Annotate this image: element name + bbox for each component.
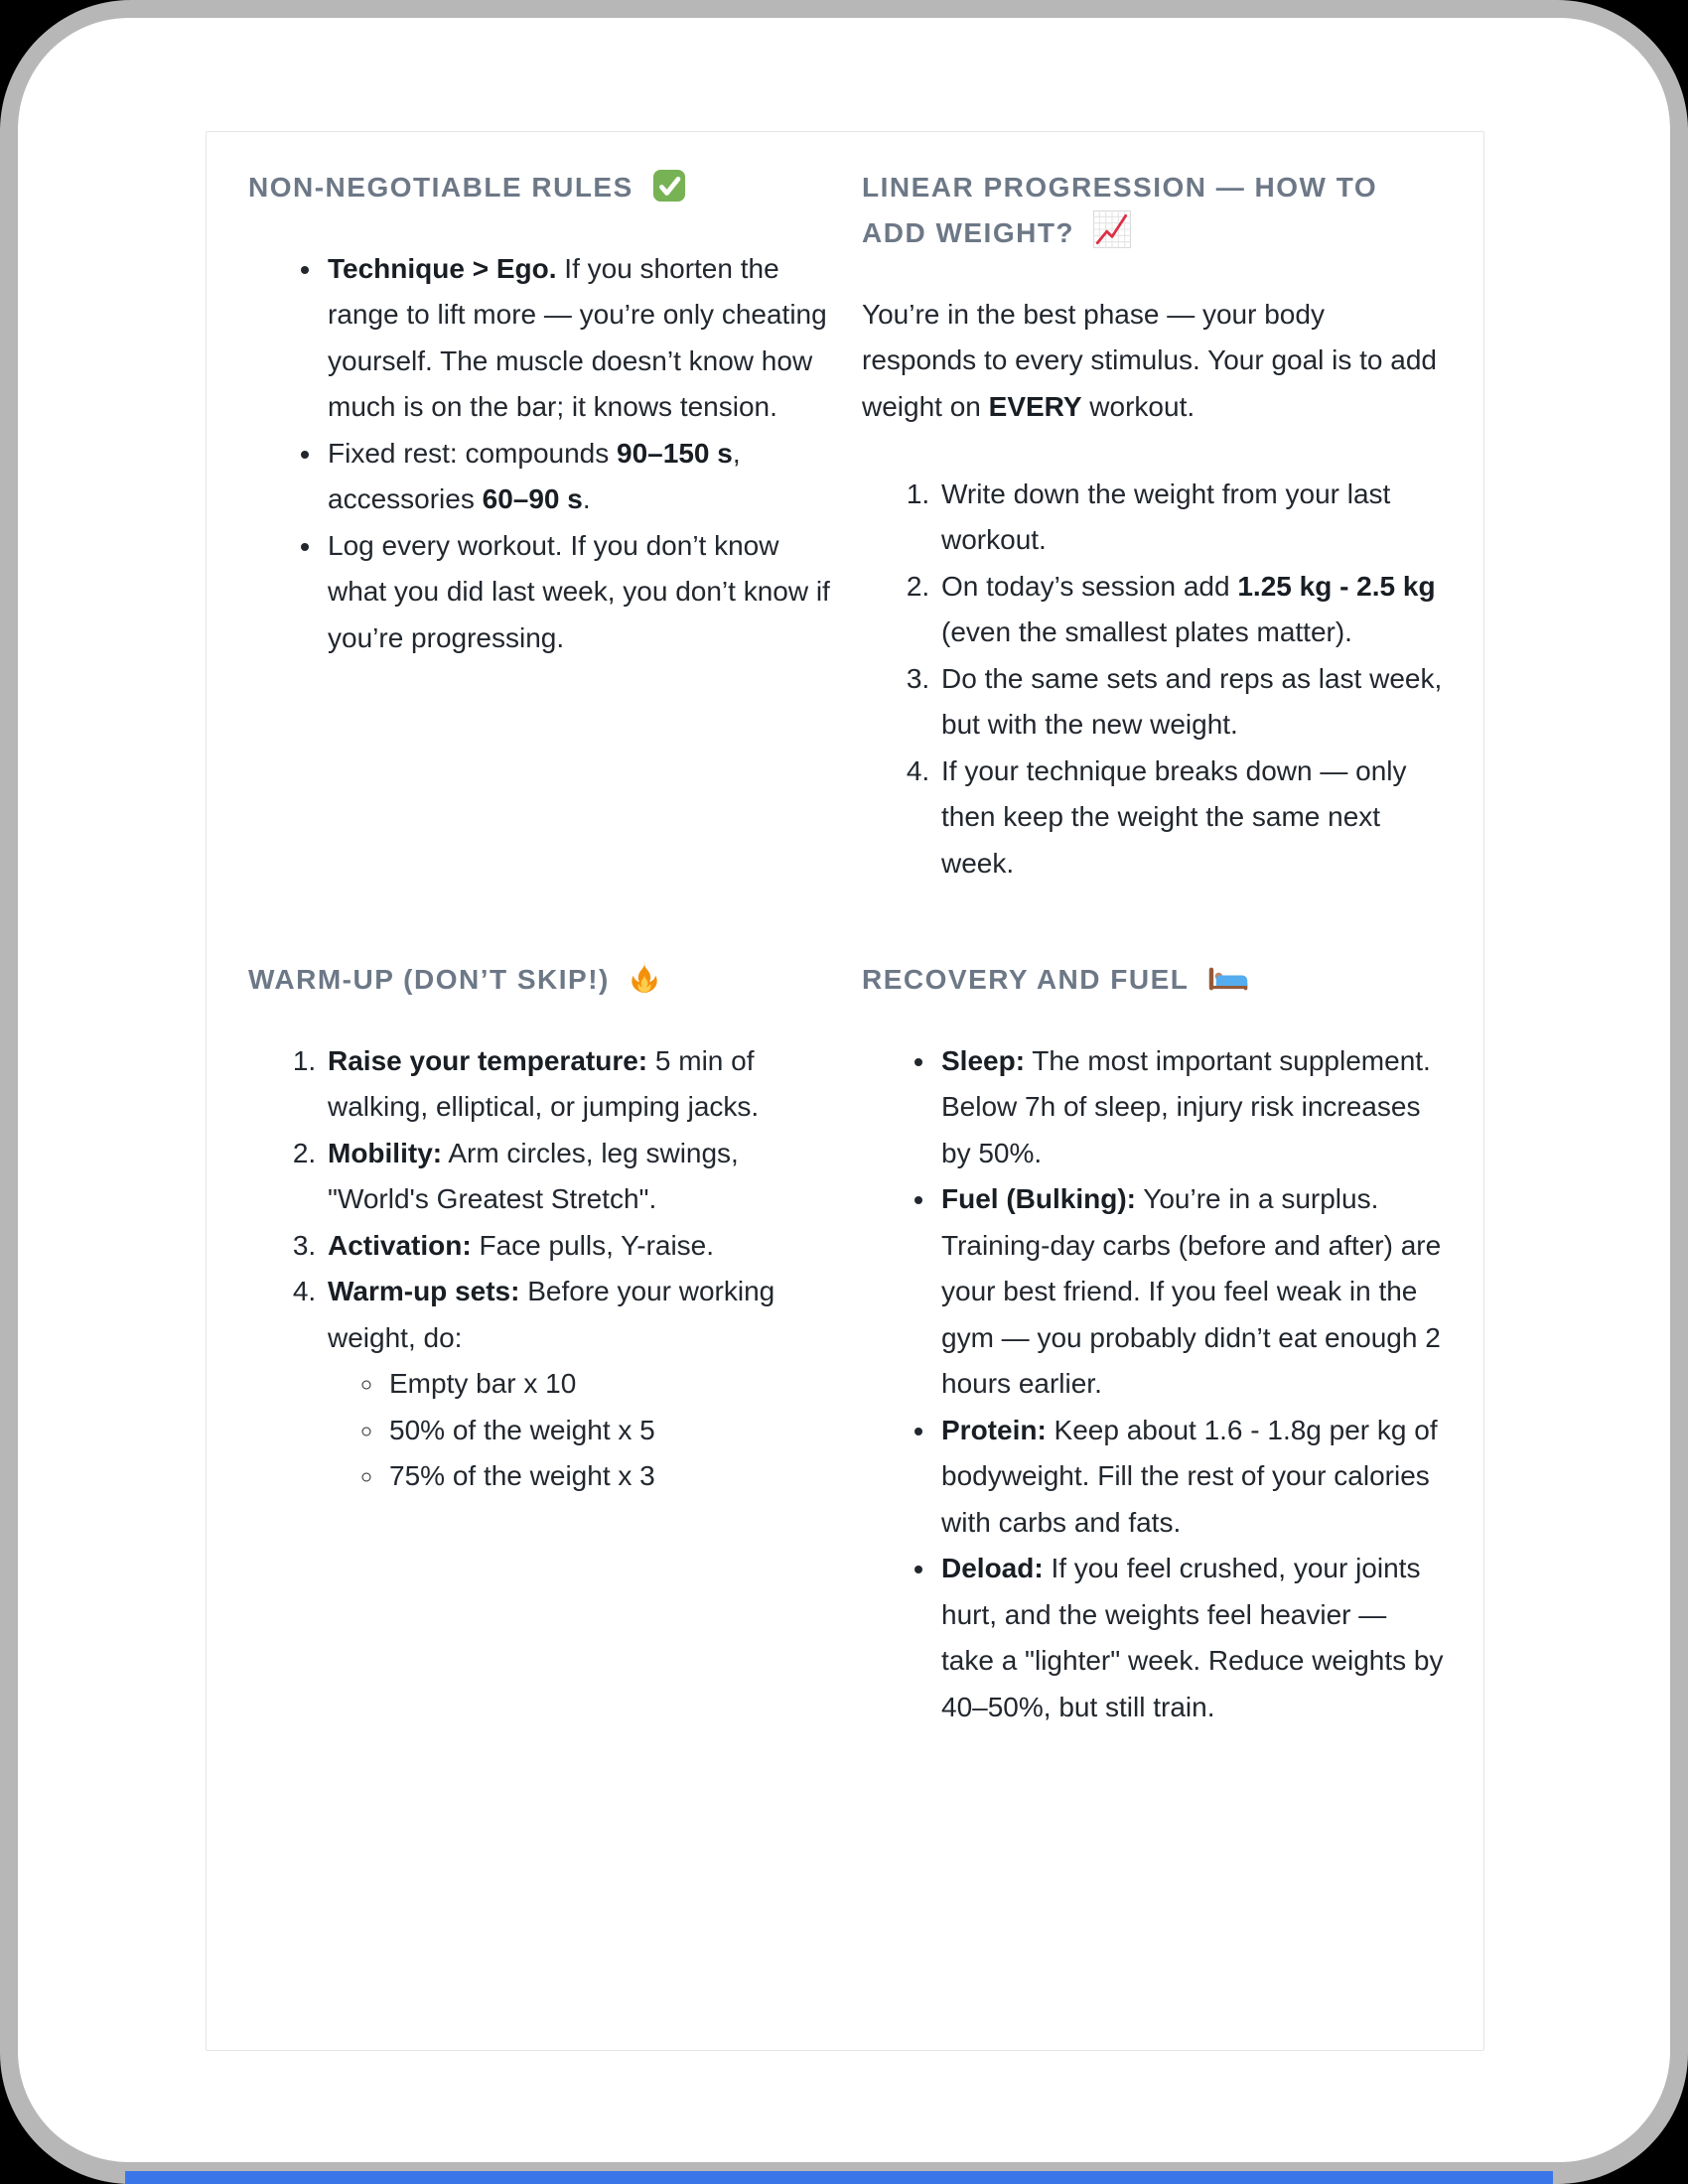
section-recovery-title [862, 958, 1444, 1009]
list-item: ◦ 50% of the weight x 5 [385, 1408, 830, 1453]
list-item [324, 1269, 830, 1499]
section-progression [862, 166, 1444, 887]
section-recovery [862, 958, 1444, 1730]
list-item: • Deload: If you feel crushed, your joints hurt, and the weights feel heavier — take a "lighter" week. Reduce weights by 40–50%, but still train. [937, 1546, 1444, 1730]
list-item: • Log every workout. If you don’t know what you did last week, you don’t know if you’re progressing. [324, 523, 830, 661]
section-recovery-title-text: RECOVERY AND FUEL [862, 964, 1189, 996]
section-progression-title-text: LINEAR PROGRESSION — HOW TO ADD WEIGHT? [862, 172, 1378, 248]
list-item: 3. Activation: Face pulls, Y-raise. [324, 1223, 830, 1269]
green-check-emoji-icon [652, 169, 686, 216]
fire-emoji-icon [629, 959, 660, 1009]
recovery-list [862, 1038, 1444, 1730]
list-item: • Fuel (Bulking): You’re in a surplus. Training-day carbs (before and after) are your best friend. If you feel weak in the gym — you probably didn’t eat enough 2 hours earlier. [937, 1176, 1444, 1407]
list-item: 3. Do the same sets and reps as last week, but with the new weight. [937, 656, 1444, 749]
section-warmup-title [248, 958, 830, 1009]
list-item: 2. On today’s session add 1.25 kg - 2.5 kg (even the smallest plates matter). [937, 564, 1444, 656]
bottom-accent-bar [125, 2171, 1553, 2184]
list-item: 4. If your technique breaks down — only then keep the weight the same next week. [937, 749, 1444, 887]
document-page [206, 131, 1484, 2051]
section-warmup [248, 958, 830, 1499]
list-item: 2. Mobility: Arm circles, leg swings, "World's Greatest Stretch". [324, 1131, 830, 1223]
list-item: • Technique > Ego. If you shorten the range to lift more — you’re only cheating yourself. The muscle doesn’t know how much is on the bar; it knows tension. [324, 246, 830, 431]
progression-steps-list [862, 472, 1444, 887]
list-item-text: Warm-up sets: Before your working weight, do: [328, 1276, 775, 1353]
section-rules-title [248, 166, 830, 216]
warmup-steps-list [248, 1038, 830, 1500]
list-item: • Sleep: The most important supplement. Below 7h of sleep, injury risk increases by 50%. [937, 1038, 1444, 1176]
warmup-sets-sublist [328, 1361, 830, 1499]
list-item: ◦ 75% of the weight x 3 [385, 1453, 830, 1499]
list-item: ◦ Empty bar x 10 [385, 1361, 830, 1407]
section-rules-title-text: NON-NEGOTIABLE RULES [248, 172, 633, 203]
list-item: • Protein: Keep about 1.6 - 1.8g per kg of bodyweight. Fill the rest of your calories with carbs and fats. [937, 1408, 1444, 1546]
section-rules [248, 166, 830, 661]
person-in-bed-emoji-icon [1207, 963, 1249, 1009]
document-content [207, 132, 1483, 1730]
chart-increasing-emoji-icon [1093, 210, 1131, 262]
rules-list [248, 246, 830, 661]
list-item: 1. Write down the weight from your last workout. [937, 472, 1444, 564]
section-warmup-title-text: WARM-UP (DON’T SKIP!) [248, 964, 610, 996]
section-progression-title [862, 166, 1444, 262]
list-item: • Fixed rest: compounds 90–150 s, accessories 60–90 s. [324, 431, 830, 523]
list-item: 1. Raise your temperature: 5 min of walking, elliptical, or jumping jacks. [324, 1038, 830, 1131]
progression-intro: You’re in the best phase — your body responds to every stimulus. Your goal is to add weight on EVERY workout. [862, 298, 1438, 422]
